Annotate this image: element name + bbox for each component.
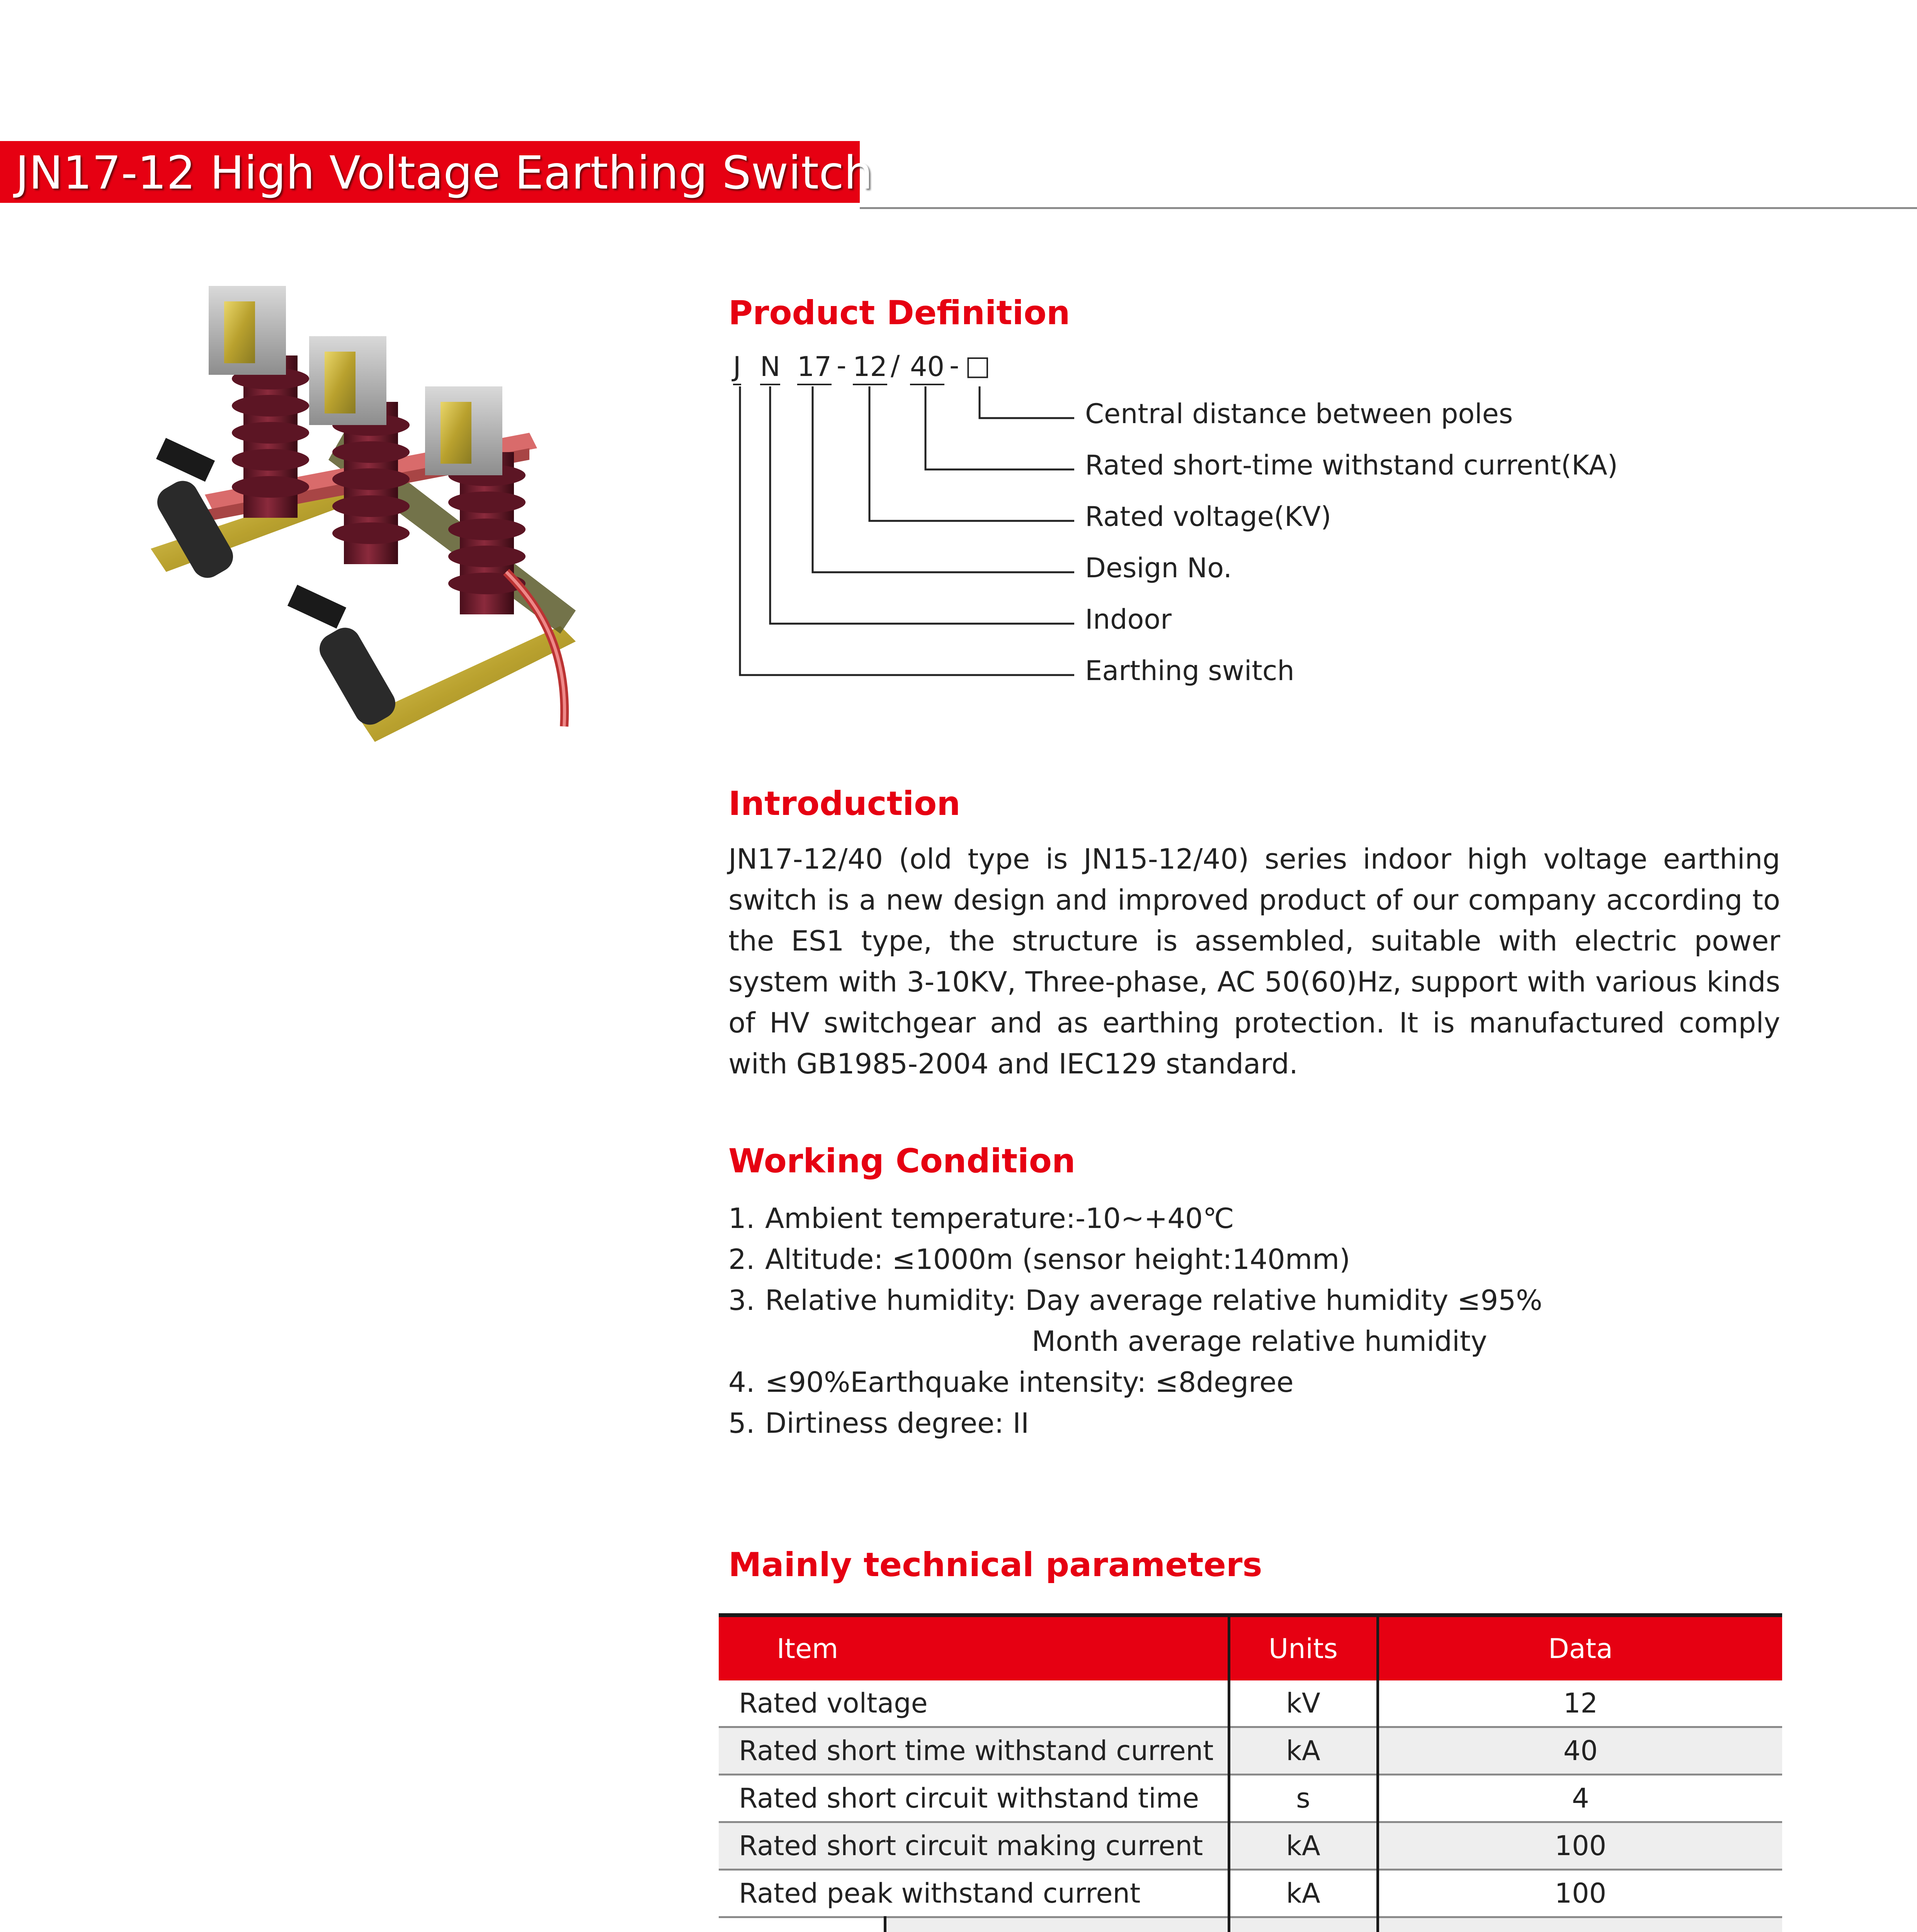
header-units: Units — [1229, 1617, 1378, 1680]
insulation-sub-item — [885, 1917, 1229, 1932]
row-value: 12 — [1378, 1680, 1782, 1727]
list-text: Ambient temperature:-10~+40℃ — [765, 1202, 1234, 1235]
list-item — [728, 1403, 1780, 1444]
product-photo — [128, 278, 684, 811]
row-unit — [1229, 1917, 1378, 1932]
definition-label-indoor: Indoor — [1085, 604, 1172, 635]
row-item: Rated short time withstand current — [719, 1727, 1229, 1775]
table-row — [719, 1870, 1782, 1917]
row-item: Rated voltage — [719, 1680, 1229, 1727]
list-text: Relative humidity: Day average relative humidity ≤95% — [765, 1284, 1543, 1316]
definition-label-current: Rated short-time withstand current(KA) — [1085, 449, 1618, 481]
list-text: ≤90%Earthquake intensity: ≤8degree — [765, 1366, 1294, 1398]
definition-label-design: Design No. — [1085, 552, 1232, 584]
list-item — [728, 1280, 1780, 1362]
table-row — [719, 1775, 1782, 1822]
header-data: Data — [1378, 1617, 1782, 1680]
page-title: JN17-12 High Voltage Earthing Switch — [15, 146, 873, 199]
insulation-group-label — [719, 1917, 885, 1932]
code-slash: / — [891, 350, 900, 381]
parameters-table — [719, 1617, 1782, 1932]
table-row — [719, 1680, 1782, 1727]
code-box: □ — [965, 350, 991, 381]
introduction-text: JN17-12/40 (old type is JN15-12/40) series indoor high voltage earthing switch is a new design and improved product of our company according to the ES1 type, the structure is assembled, suitable with electric power system with 3-10KV, Three-phase, AC 50(60)Hz, support with various kinds of HV switchgear and as earthing protection. It is manufactured comply with GB1985-2004 and IEC129 standard. — [728, 843, 1780, 1080]
list-number: 1. — [728, 1202, 755, 1235]
row-value: 4 — [1378, 1775, 1782, 1822]
title-divider — [860, 207, 1917, 209]
row-value — [1378, 1917, 1782, 1932]
list-item — [728, 1198, 1780, 1239]
list-item — [728, 1362, 1780, 1403]
header-item: Item — [719, 1617, 1229, 1680]
table-row-insulation-1 — [719, 1917, 1782, 1932]
list-text-continuation: Month average relative humidity — [1032, 1325, 1487, 1357]
code-design: 17 — [797, 350, 832, 385]
parameters-table-wrapper — [719, 1613, 1782, 1932]
row-value: 100 — [1378, 1870, 1782, 1917]
row-unit: kA — [1229, 1727, 1378, 1775]
definition-label-earthing: Earthing switch — [1085, 655, 1294, 687]
list-number: 3. — [728, 1284, 755, 1316]
code-n: N — [760, 350, 780, 385]
code-current: 40 — [910, 350, 944, 385]
row-item: Rated peak withstand current — [719, 1870, 1229, 1917]
table-row — [719, 1822, 1782, 1870]
list-text: Altitude: ≤1000m (sensor height:140mm) — [765, 1243, 1351, 1276]
definition-label-poles: Central distance between poles — [1085, 398, 1513, 430]
row-unit: kV — [1229, 1680, 1378, 1727]
table-row — [719, 1727, 1782, 1775]
introduction-heading: Introduction — [728, 784, 961, 823]
code-j: J — [733, 350, 741, 385]
list-number: 2. — [728, 1243, 755, 1276]
row-value: 40 — [1378, 1727, 1782, 1775]
product-definition-heading: Product Definition — [728, 294, 1070, 332]
list-text: Dirtiness degree: II — [765, 1407, 1029, 1439]
list-item — [728, 1239, 1780, 1280]
table-header-row — [719, 1617, 1782, 1680]
row-value: 100 — [1378, 1822, 1782, 1870]
row-unit: kA — [1229, 1870, 1378, 1917]
working-condition-heading: Working Condition — [728, 1142, 1076, 1180]
code-dash-1: - — [837, 350, 847, 381]
code-breakdown-lines — [728, 350, 1076, 697]
row-unit: kA — [1229, 1822, 1378, 1870]
list-number: 5. — [728, 1407, 755, 1439]
code-voltage: 12 — [853, 350, 887, 385]
row-item: Rated short circuit making current — [719, 1822, 1229, 1870]
table-top-rule — [719, 1613, 1782, 1617]
code-dash-2: - — [949, 350, 959, 381]
parameters-heading: Mainly technical parameters — [728, 1546, 1262, 1584]
definition-label-voltage: Rated voltage(KV) — [1085, 501, 1332, 532]
working-condition-list — [728, 1198, 1780, 1444]
row-unit: s — [1229, 1775, 1378, 1822]
row-item: Rated short circuit withstand time — [719, 1775, 1229, 1822]
list-number: 4. — [728, 1366, 755, 1398]
